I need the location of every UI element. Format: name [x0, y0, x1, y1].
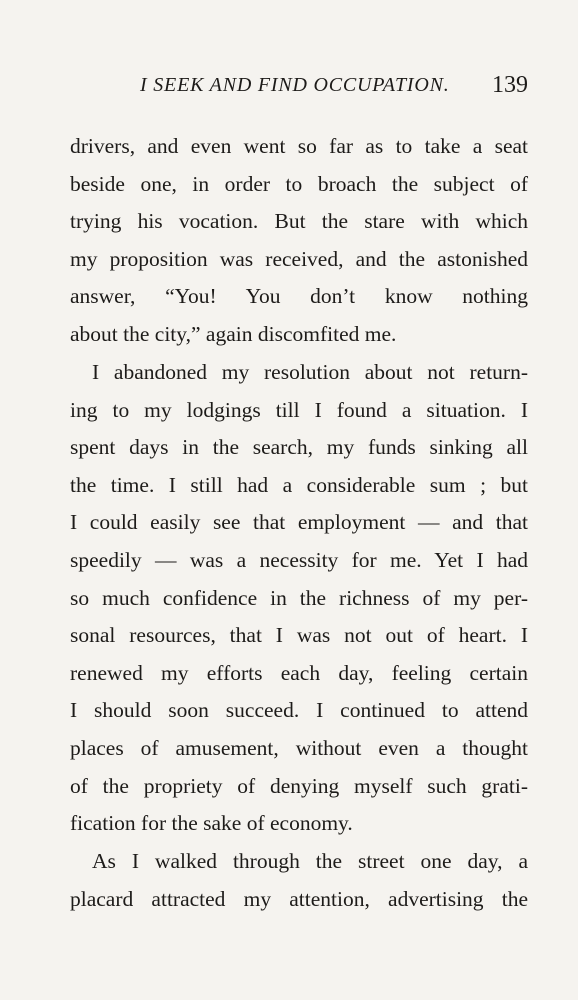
text-line: my proposition was received, and the astonished: [70, 246, 528, 271]
text-line: placard attracted my attention, advertising the: [70, 886, 528, 911]
running-head: [70, 72, 528, 108]
text-line: I could easily see that employment — and that: [70, 510, 528, 535]
text-line: I abandoned my resolution about not return-: [92, 360, 528, 385]
body-text: [70, 128, 528, 918]
text-line: beside one, in order to broach the subject of: [70, 171, 528, 196]
text-line: answer, “You! You don’t know nothing: [70, 284, 528, 309]
page-number: 139: [492, 72, 528, 98]
text-line: speedily — was a necessity for me. Yet I had: [70, 548, 528, 573]
text-line: trying his vocation. But the stare with which: [70, 209, 528, 234]
text-line: ing to my lodgings till I found a situation. I: [70, 397, 528, 422]
text-line: places of amusement, without even a thought: [70, 736, 528, 760]
text-line: the time. I still had a considerable sum ; but: [70, 472, 528, 497]
text-line: As I walked through the street one day, a: [92, 849, 528, 874]
text-line: sonal resources, that I was not out of heart. I: [70, 623, 528, 648]
running-title: I SEEK AND FIND OCCUPATION.: [140, 74, 450, 96]
text-line: about the city,” again discomfited me.: [70, 321, 397, 346]
text-line: I should soon succeed. I continued to attend: [70, 698, 528, 723]
text-line: so much confidence in the richness of my per-: [70, 585, 528, 610]
text-line: drivers, and even went so far as to take a seat: [70, 134, 528, 158]
text-line: of the propriety of denying myself such grati-: [70, 773, 528, 798]
text-line: fication for the sake of economy.: [70, 811, 353, 836]
text-line: spent days in the search, my funds sinking all: [70, 435, 528, 460]
text-line: renewed my efforts each day, feeling certain: [70, 660, 528, 685]
